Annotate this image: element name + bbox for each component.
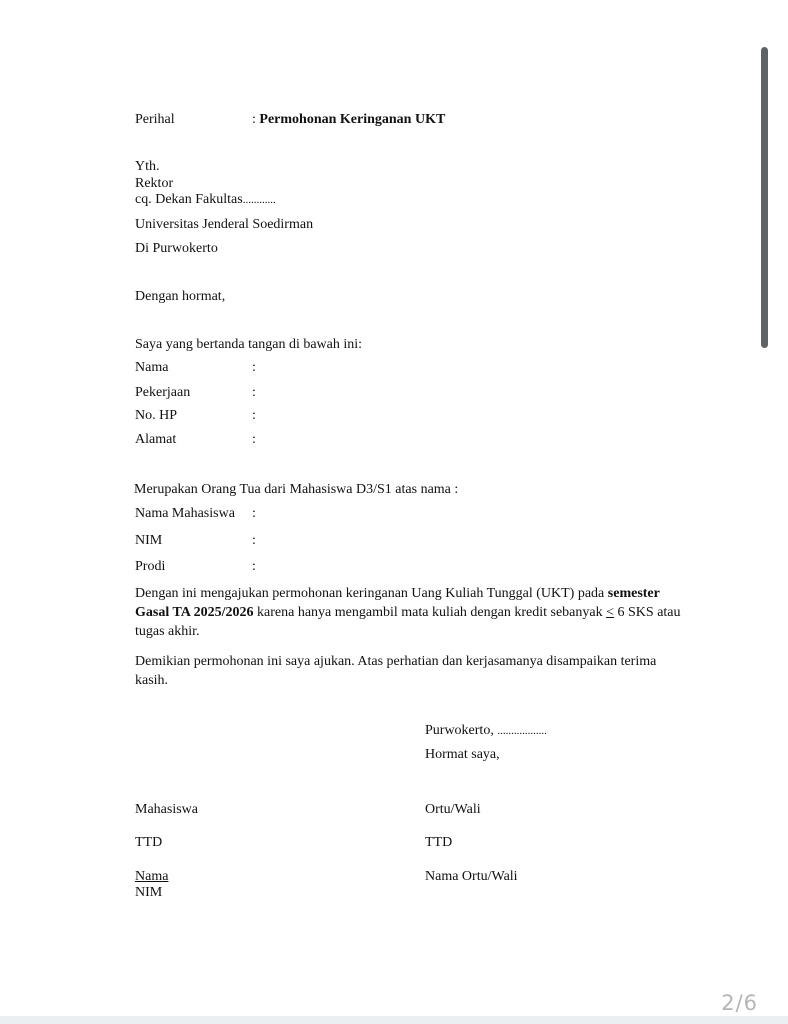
sign-parent-label: Ortu/Wali (425, 802, 481, 817)
ttd-parent: TTD (425, 835, 453, 850)
body-text-2: karena hanya mengambil mata kuliah dengan kredit sebanyak (253, 605, 607, 620)
address-line-3 (135, 191, 276, 209)
address-line-5: Di Purwokerto (135, 241, 218, 256)
field-prodi-label: Prodi (135, 559, 166, 574)
field-nama-colon: : (252, 360, 256, 375)
student-nim-label: NIM (135, 885, 163, 900)
field-nama-mahasiswa-colon: : (252, 506, 256, 521)
address-dean: cq. Dekan Fakultas (135, 192, 243, 207)
intro-text: Saya yang bertanda tangan di bawah ini: (135, 337, 363, 352)
ttd-student: TTD (135, 835, 163, 850)
field-nama-mahasiswa-label: Nama Mahasiswa (135, 506, 235, 521)
address-line-4: Universitas Jenderal Soedirman (135, 217, 314, 232)
body-text-semester: semester Gasal TA 2025/2026 (135, 586, 660, 620)
sign-student-label: Mahasiswa (135, 802, 198, 817)
body-text-1: Dengan ini mengajukan permohonan keringanan Uang Kuliah Tunggal (UKT) pada (135, 586, 608, 601)
vertical-scrollbar[interactable] (761, 47, 768, 348)
body-leq-symbol: < (606, 605, 615, 620)
field-nim-colon: : (252, 533, 256, 548)
field-hp-colon: : (252, 408, 256, 423)
student-name-label: Nama (135, 869, 169, 884)
regards: Hormat saya, (425, 747, 500, 762)
address-line-1: Yth. (135, 159, 160, 174)
greeting: Dengan hormat, (135, 289, 226, 304)
perihal-label: Perihal (135, 112, 175, 127)
field-prodi-colon: : (252, 559, 256, 574)
body-paragraph (135, 584, 683, 641)
field-alamat-label: Alamat (135, 432, 177, 447)
perihal-value: Permohonan Keringanan UKT (259, 112, 446, 127)
field-alamat-colon: : (252, 432, 256, 447)
place-date-text: Purwokerto, (425, 723, 498, 738)
parent-name-label: Nama Ortu/Wali (425, 869, 518, 884)
place-date-dots: .................. (497, 725, 547, 737)
field-nama-label: Nama (135, 360, 169, 375)
place-date (425, 722, 547, 740)
address-dots: ............ (242, 194, 276, 206)
address-line-2: Rektor (135, 176, 174, 191)
field-pekerjaan-label: Pekerjaan (135, 385, 191, 400)
student-intro: Merupakan Orang Tua dari Mahasiswa D3/S1 atas nama : (134, 482, 459, 497)
field-hp-label: No. HP (135, 408, 178, 423)
page-indicator: 2/6 (721, 991, 758, 1015)
closing-paragraph: Demikian permohonan ini saya ajukan. Atas perhatian dan kerjasamanya disampaikan terima kasih. (135, 654, 657, 688)
field-pekerjaan-colon: : (252, 385, 256, 400)
perihal-colon: : (252, 112, 256, 127)
body-text-3: 6 SKS atau tugas akhir. (135, 605, 681, 639)
perihal-line (252, 111, 445, 128)
bottom-bar (0, 1016, 788, 1024)
field-nim-label: NIM (135, 533, 163, 548)
